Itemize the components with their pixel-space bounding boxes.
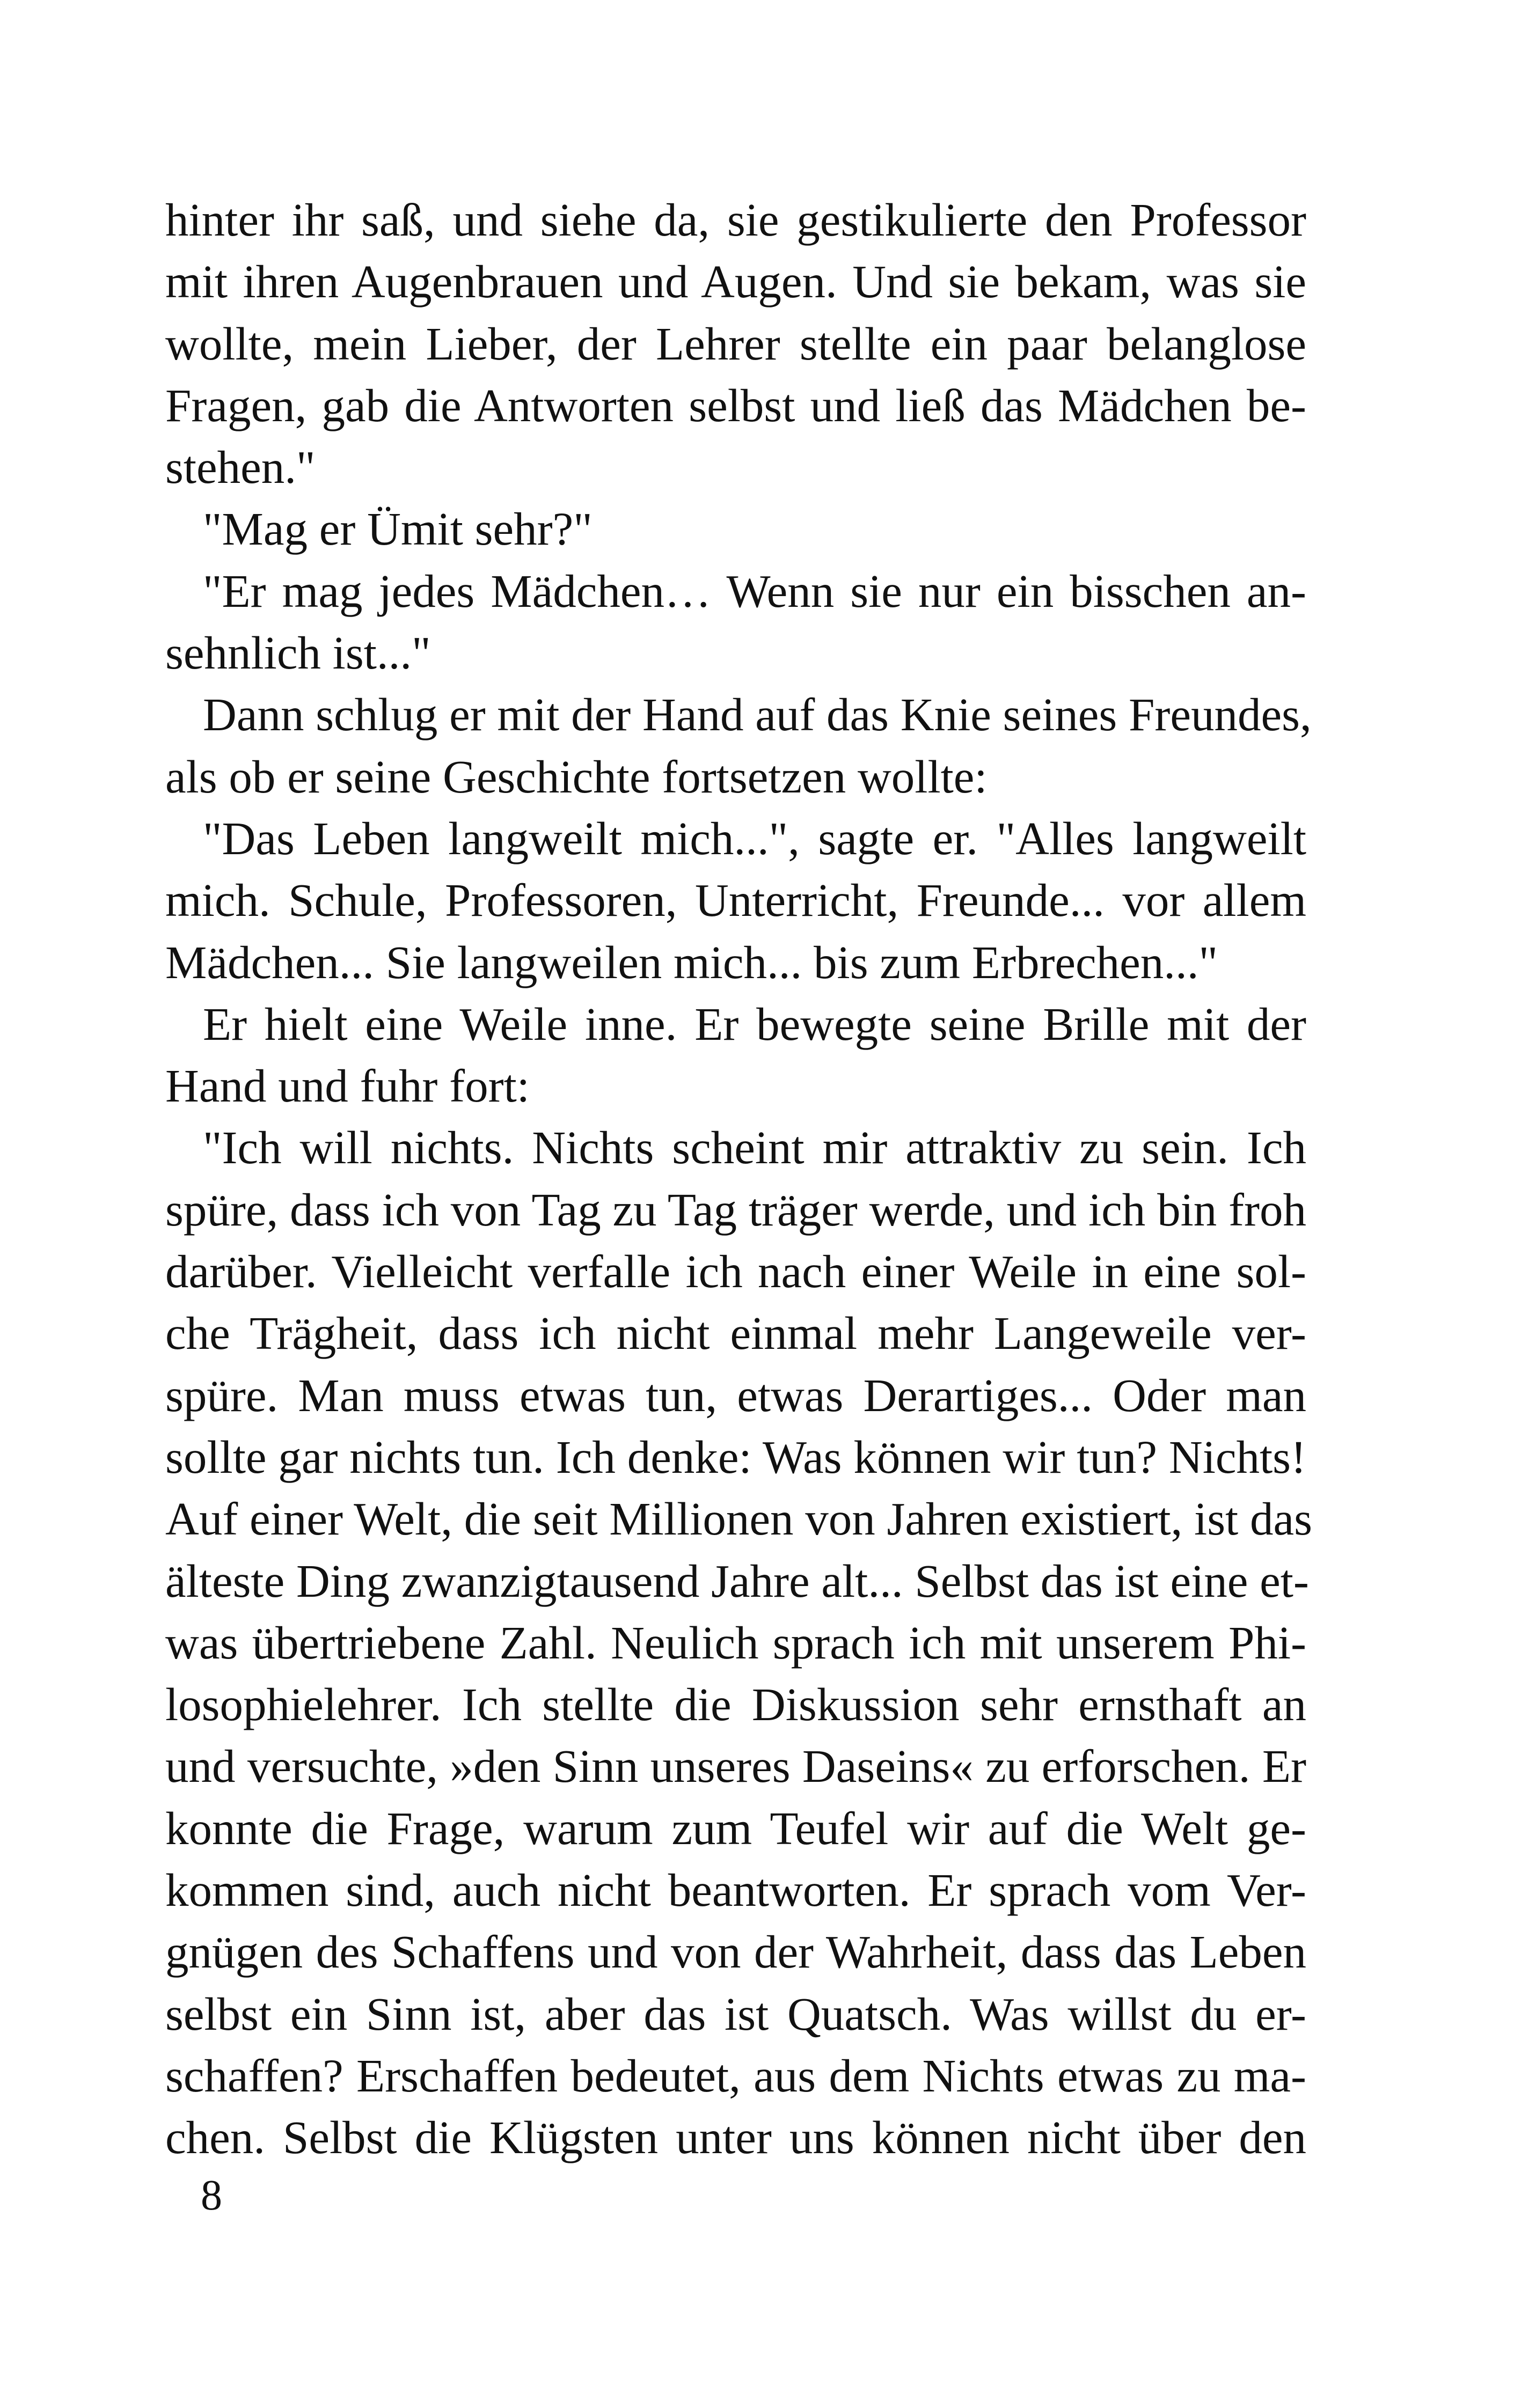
text-line: selbst ein Sinn ist, aber das ist Quatsch. Was willst du er- (165, 1987, 1306, 2040)
text-line: wollte, mein Lieber, der Lehrer stellte ein paar belanglose (165, 317, 1306, 370)
text-line: als ob er seine Geschichte fortsetzen wollte: (165, 750, 988, 803)
text-line: gnügen des Schaffens und von der Wahrheit, dass das Leben (165, 1926, 1306, 1978)
text-line: kommen sind, auch nicht beantworten. Er sprach vom Ver- (165, 1864, 1306, 1917)
text-line: Mädchen... Sie langweilen mich... bis zum Erbrechen..." (165, 936, 1218, 988)
text-line: spüre, dass ich von Tag zu Tag träger werde, und ich bin froh (165, 1183, 1306, 1236)
text-line: "Mag er Ümit sehr?" (203, 503, 593, 555)
text-line: konnte die Frage, warum zum Teufel wir auf die Welt ge- (165, 1802, 1306, 1854)
body-text (165, 189, 1312, 2169)
text-line: "Das Leben langweilt mich...", sagte er. "Alles langweilt (203, 812, 1306, 864)
text-line: mich. Schule, Professoren, Unterricht, Freunde... vor allem (165, 874, 1306, 927)
text-line: darüber. Vielleicht verfalle ich nach einer Weile in eine sol- (165, 1245, 1306, 1298)
text-line: und versuchte, »den Sinn unseres Daseins« zu erforschen. Er (165, 1740, 1306, 1793)
text-line: chen. Selbst die Klügsten unter uns können nicht über den (165, 2111, 1306, 2164)
page-number: 8 (201, 2172, 222, 2219)
text-line: sehnlich ist..." (165, 627, 431, 679)
text-line: mit ihren Augenbrauen und Augen. Und sie bekam, was sie (165, 255, 1306, 308)
text-line: sollte gar nichts tun. Ich denke: Was können wir tun? Nichts! (165, 1430, 1306, 1483)
text-line: schaffen? Erschaffen bedeutet, aus dem Nichts etwas zu ma- (165, 2049, 1306, 2102)
text-line: losophielehrer. Ich stellte die Diskussion sehr ernsthaft an (165, 1678, 1306, 1731)
text-line: älteste Ding zwanzigtausend Jahre alt... Selbst das ist eine et- (165, 1554, 1309, 1607)
text-line: "Ich will nichts. Nichts scheint mir attraktiv zu sein. Ich (203, 1121, 1306, 1174)
text-line: stehen." (165, 441, 316, 494)
text-line: Hand und fuhr fort: (165, 1060, 530, 1112)
text-line: "Er mag jedes Mädchen… Wenn sie nur ein bisschen an- (203, 564, 1306, 617)
text-line: hinter ihr saß, und siehe da, sie gestikulierte den Professor (165, 194, 1306, 246)
text-line: Dann schlug er mit der Hand auf das Knie seines Freundes, (203, 688, 1312, 741)
text-line: Fragen, gab die Antworten selbst und ließ das Mädchen be- (165, 379, 1306, 431)
text-line: spüre. Man muss etwas tun, etwas Derartiges... Oder man (165, 1369, 1306, 1421)
text-line: Auf einer Welt, die seit Millionen von Jahren existiert, ist das (165, 1493, 1312, 1545)
text-line: Er hielt eine Weile inne. Er bewegte seine Brille mit der (203, 997, 1306, 1050)
text-line: che Trägheit, dass ich nicht einmal mehr Langeweile ver- (165, 1307, 1306, 1360)
text-line: was übertriebene Zahl. Neulich sprach ich mit unserem Phi- (165, 1616, 1306, 1669)
